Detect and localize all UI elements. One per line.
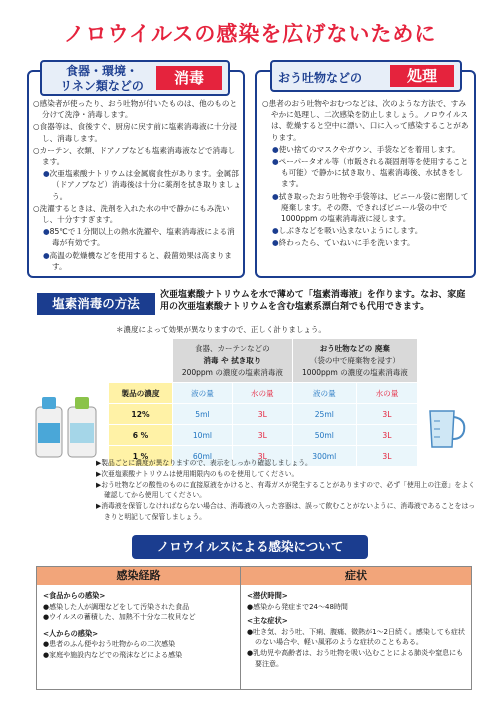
list-item: ●乳幼児や高齢者は、おう吐物を吸い込むことによる肺炎や窒息にも要注意。 xyxy=(247,648,464,668)
table-subheader: 水の量 xyxy=(356,383,417,404)
measuring-cup-icon xyxy=(424,407,468,449)
list-item: ●吐き気、おう吐、下痢、腹痛、微熱が1～2日続く。感染しても症状のない場合や、軽い風邪のような症状のこともある。 xyxy=(247,627,465,647)
food-infection-title: <食品からの感染> xyxy=(43,591,106,600)
bullet-icon: ● xyxy=(43,227,50,237)
list-item-text: 食器等は、食後すぐ、厨房に戻す前に塩素消毒液に十分浸し、消毒します。 xyxy=(39,122,237,143)
list-item xyxy=(33,168,241,202)
bullet-icon: ● xyxy=(43,169,50,179)
bullet-icon: ● xyxy=(272,144,279,154)
list-item-text: しぶきなどを吸い込まないようにします。 xyxy=(278,226,423,236)
bullet-icon: ○ xyxy=(33,122,40,132)
list-item xyxy=(33,145,241,167)
list-item-text: 拭き取ったおう吐物や手袋等は、ビニール袋に密閉して廃棄します。その際、できればビニール袋の中で 1000ppm の塩素消毒液に浸します。 xyxy=(278,191,469,224)
bullet-icon: ○ xyxy=(262,99,269,108)
list-item xyxy=(33,226,241,248)
list-item-text: 85℃で１分間以上の熱水洗濯や、塩素消毒液による消毒が有効です。 xyxy=(49,227,235,248)
list-item: ●ウイルスの蓄積した、加熱不十分な二枚貝など xyxy=(43,613,196,622)
bullet-icon: ○ xyxy=(33,99,40,108)
table-subheader: 液の量 xyxy=(173,383,233,404)
disinfect-heading: 食器・環境・ リネン類などの xyxy=(60,64,144,93)
infection-heading: ノロウイルスによる感染について xyxy=(132,535,368,559)
bullet-icon: ○ xyxy=(33,203,40,213)
list-item xyxy=(33,250,241,272)
chlorine-note: ＊濃度によって効果が異なりますので、正しく計りましょう。 xyxy=(116,325,326,334)
note-item: ▶消毒液を保管しなければならない場合は、消毒液の入った容器は、誤って飲むことがないように、消毒液であることをはっきりと明記して保管しましょう。 xyxy=(96,502,476,521)
note-item: ▶次亜塩素酸ナトリウムは使用期限内のものを使用してください。 xyxy=(96,469,299,478)
vomit-heading: おう吐物などの xyxy=(278,71,363,85)
list-item xyxy=(33,203,241,225)
bullet-icon: ● xyxy=(272,238,279,248)
table-subheader: 液の量 xyxy=(292,383,356,404)
list-item xyxy=(262,98,470,143)
list-item-text: 洗濯するときは、洗剤を入れた水の中で静かにもみ洗いし、十分すすぎます。 xyxy=(39,203,230,225)
list-item-text: カーテン、衣類、ドアノブなども塩素消毒液などで消毒します。 xyxy=(39,145,236,167)
concentration-header: 製品の濃度 xyxy=(109,383,173,404)
symptom-header: 症状 xyxy=(241,567,471,585)
table-subheader: 水の量 xyxy=(232,383,292,404)
column-divider xyxy=(240,567,241,689)
list-item xyxy=(262,225,470,236)
bullet-icon: ● xyxy=(272,157,279,167)
list-item xyxy=(33,98,241,120)
note-item: ▶おう吐物などの酸性のものに直接原液をかけると、有毒ガスが発生することがありますので、必ず「使用上の注意」をよく確認してから使用してください。 xyxy=(96,480,475,500)
list-item-text: 終わったら、ていねいに手を洗います。 xyxy=(278,238,415,248)
list-item: ●家庭や施設内などでの飛沫などによる感染 xyxy=(43,650,183,659)
incubation-title: <潜伏時間> xyxy=(247,591,288,600)
list-item-text: 感染者が使ったり、おう吐物が付いたものは、他のものと分けて洗浄・消毒します。 xyxy=(39,99,238,120)
infection-table xyxy=(36,566,472,690)
bullet-icon: ● xyxy=(272,226,279,236)
list-item-text: 高温の乾燥機などを使用すると、殺菌効果は高まります。 xyxy=(49,250,232,271)
vomit-header xyxy=(270,60,462,92)
list-item: ●感染から発症まで24～48時間 xyxy=(247,602,348,611)
chlorine-heading: 塩素消毒の方法 xyxy=(37,293,155,315)
list-item xyxy=(262,144,470,155)
vomit-tag: 処理 xyxy=(390,65,454,87)
dilution-group-waste: おう吐物などの 廃棄 （袋の中で廃棄物を浸す） 1000ppm の濃度の塩素消毒液 xyxy=(292,339,417,383)
bullet-icon: ● xyxy=(272,191,279,201)
bullet-icon: ● xyxy=(43,250,50,260)
person-infection-title: <人からの感染> xyxy=(43,628,99,638)
disinfect-tag: 消毒 xyxy=(156,66,222,90)
list-item xyxy=(33,121,241,143)
route-column xyxy=(43,589,235,661)
list-item-text: 次亜塩素酸ナトリウムは金属腐食性があります。金属部（ドアノブなど）消毒後は十分に薬剤を拭き取りましょう。 xyxy=(49,169,242,201)
list-item xyxy=(262,156,470,190)
symptom-column xyxy=(247,589,467,669)
list-item-text: 使い捨てのマスクやガウン、手袋などを着用します。 xyxy=(278,144,460,154)
bullet-icon: ○ xyxy=(33,145,40,155)
dilution-group-disinfect: 食器、カーテンなどの 消毒 や 拭き取り 200ppm の濃度の塩素消毒液 xyxy=(173,339,293,383)
list-item: ●患者のふん便やおう吐物からの二次感染 xyxy=(43,640,176,649)
page-title: ノロウイルスの感染を広げないために xyxy=(63,22,437,46)
table-row: 12% 5ml 3L 25ml 3L xyxy=(109,404,418,425)
list-item xyxy=(262,237,470,248)
list-item: ●感染した人が調理などをして汚染された食品 xyxy=(43,602,190,611)
vomit-list xyxy=(262,98,470,250)
table-row: 1 % 60ml 3L 300ml 3L xyxy=(109,446,418,467)
list-item-text: ペーパータオル等（市販される凝固剤等を使用することも可能）で静かに拭き取り、塩素消毒後、水拭きをします。 xyxy=(278,157,469,189)
table-row: 6 % 10ml 3L 50ml 3L xyxy=(109,425,418,446)
dilution-table xyxy=(108,338,418,467)
main-symptom-title: <主な症状> xyxy=(247,616,288,626)
disinfect-header xyxy=(40,60,230,96)
chlorine-description: 次亜塩素酸ナトリウムを水で薄めて「塩素消毒液」を作ります。なお、家庭用の次亜塩素酸ナトリウムを含む塩素系漂白剤でも代用できます。 xyxy=(160,290,466,312)
bleach-bottles-icon xyxy=(32,393,102,458)
note-item: ▶製品ごとに濃度が異なりますので、表示をしっかり確認しましょう。 xyxy=(96,459,312,467)
chlorine-notes xyxy=(96,458,476,523)
disinfect-list xyxy=(33,98,241,273)
route-header: 感染経路 xyxy=(37,567,240,585)
list-item xyxy=(262,191,470,225)
list-item-text: 患者のおう吐物やおむつなどは、次のような方法で、すみやかに処理し、二次感染を防止しましょう。ノロウイルスは、乾燥すると空中に漂い、口に入って感染することがあります。 xyxy=(268,99,469,142)
